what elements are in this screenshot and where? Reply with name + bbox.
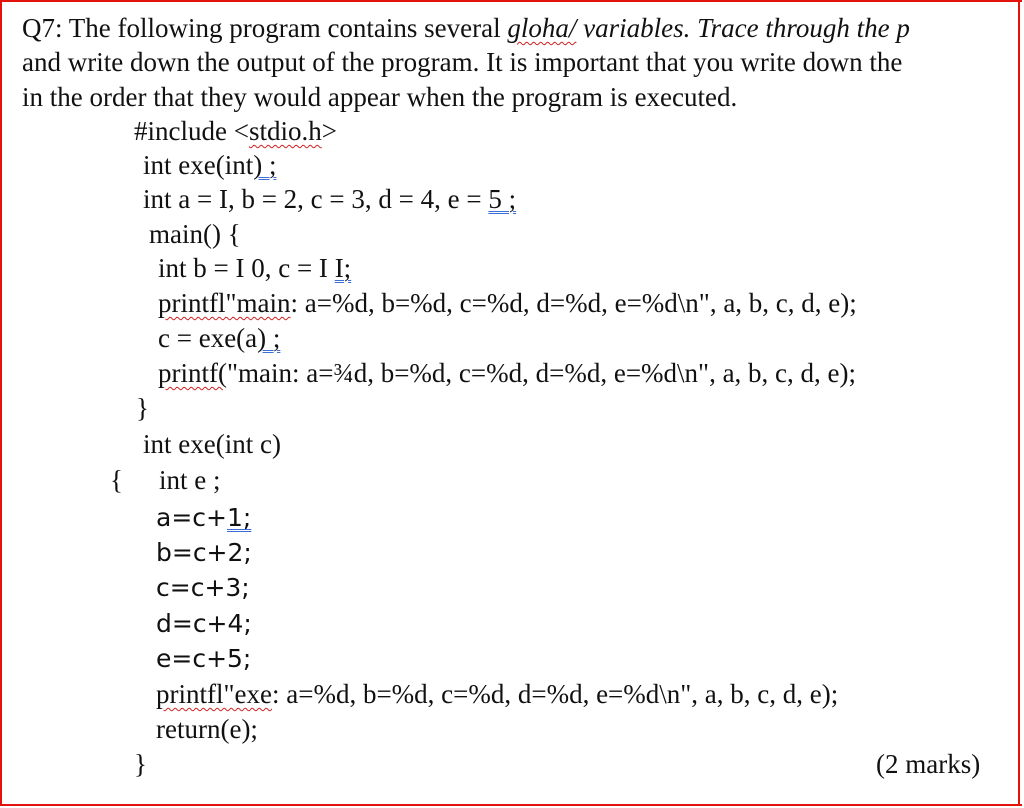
question-line-2: and write down the output of the program. It is important that you write down the: [22, 47, 903, 77]
code-printf-3: [156, 678, 838, 710]
code-call-exe: [158, 322, 280, 354]
code-text: >: [321, 116, 337, 146]
code-text: printfl"main: [158, 288, 291, 318]
code-text: c = exe(a: [158, 323, 258, 353]
question-text: variables. Trace through the p: [576, 13, 910, 43]
question-line-1: [22, 12, 910, 44]
code-main: main() {: [149, 219, 241, 249]
code-open-exe: [110, 464, 220, 496]
code-assign-d: d=c+4;: [156, 609, 252, 638]
code-text: a=c+: [156, 503, 227, 532]
misspelled-word: gloha/: [507, 13, 577, 43]
code-text: int b = I 0, c = I: [158, 253, 335, 283]
code-printf-2: [158, 357, 856, 389]
code-text: I;: [334, 253, 352, 283]
marks-label: (2 marks): [876, 749, 981, 779]
code-text: int e ;: [158, 465, 221, 495]
code-exe-def: int exe(int c): [143, 429, 281, 459]
code-printf-1: [158, 287, 857, 319]
code-text: printf(: [158, 358, 227, 388]
code-assign-a: [156, 502, 251, 534]
code-assign-e: e=c+5;: [156, 644, 252, 673]
question-text: Q7: The following program contains several: [22, 13, 508, 43]
code-include: [134, 115, 337, 147]
code-prototype: [143, 149, 276, 181]
code-text: ) ;: [253, 150, 277, 180]
code-text: int exe(int: [143, 150, 254, 180]
code-assign-b: b=c+2;: [156, 538, 252, 567]
code-close-exe: }: [134, 749, 147, 779]
code-text: : a=%d, b=%d, c=%d, d=%d, e=%d\n", a, b, c, d, e);: [290, 288, 857, 318]
code-text: {: [110, 465, 123, 495]
code-globals: [143, 183, 516, 215]
code-text: #include <: [134, 116, 249, 146]
code-assign-c: c=c+3;: [156, 573, 250, 602]
question-line-3: in the order that they would appear when the program is executed.: [22, 82, 738, 112]
code-text: ) ;: [257, 323, 281, 353]
code-text: printfl"exe: [156, 679, 272, 709]
code-text: stdio.h: [248, 116, 322, 146]
code-text: int a = I, b = 2, c = 3, d = 4, e =: [143, 184, 489, 214]
code-text: "main: a=¾d, b=%d, c=%d, d=%d, e=%d\n", a, b, c, d, e);: [226, 358, 857, 388]
code-text: : a=%d, b=%d, c=%d, d=%d, e=%d\n", a, b, c, d, e);: [271, 679, 839, 709]
code-close-main: }: [136, 393, 149, 423]
code-return: return(e);: [156, 714, 258, 744]
code-locals: [158, 252, 351, 284]
code-text: 5 ;: [488, 184, 517, 214]
code-text: 1;: [226, 503, 252, 532]
